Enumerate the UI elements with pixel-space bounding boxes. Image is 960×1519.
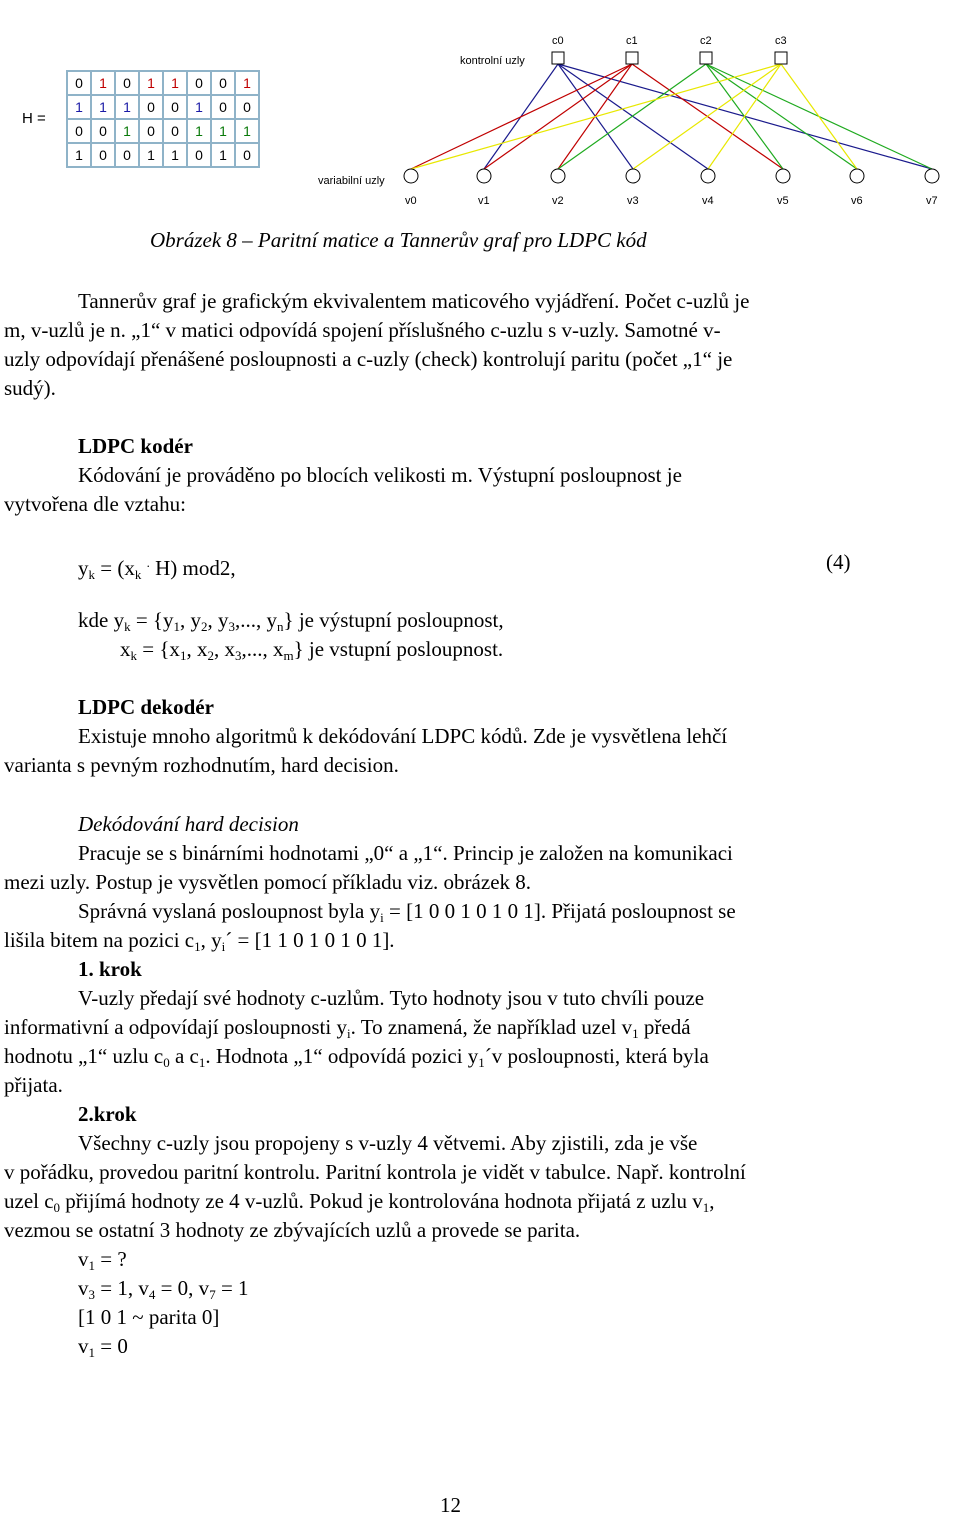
matrix-cell: 1: [139, 143, 163, 167]
s2-line2: varianta s pevným rozhodnutím, hard decision.: [4, 753, 399, 777]
p1-line2-text: m, v-uzlů je n. „1“ v matici odpovídá spojení příslušného c-uzlu s v-uzly. Samotné v-: [4, 318, 721, 342]
s1-line1: Kódování je prováděno po blocích velikosti m. Výstupní posloupnost je: [78, 463, 682, 487]
matrix-cell: 1: [187, 119, 211, 143]
graph-edge: [781, 64, 857, 169]
matrix-cell: 0: [139, 95, 163, 119]
k1-line2: informativní a odpovídají posloupnosti $y_i$. To znamená, že například uzel $v_1$ předá: [4, 1015, 691, 1041]
check-node-label: c2: [700, 35, 712, 47]
k2-line1: [78, 1129, 899, 1158]
heading-ldpc-koder-text: LDPC kodér: [78, 434, 193, 458]
k2-line3: uzel $c_0$ přijímá hodnoty ze 4 v-uzlů. Pokud je kontrolována hodnota přijatá z uzlu $v_1$,: [4, 1189, 715, 1215]
variable-node-v0: [404, 169, 418, 183]
kde-y-line: kde $y_k = \{y_1$, $y_2$, $y_3$,..., $y_n$} je výstupní posloupnost,: [78, 608, 504, 634]
matrix-label: H =: [22, 110, 46, 127]
equation-number: (4): [826, 550, 851, 574]
heading-ldpc-dekoder-text: LDPC dekodér: [78, 695, 214, 719]
check-node-c2: [700, 52, 712, 64]
matrix-cell: 0: [163, 119, 187, 143]
variable-node-v3: [626, 169, 640, 183]
k1-line4: přijata.: [4, 1073, 63, 1097]
matrix-cell: 0: [187, 143, 211, 167]
s3-line3: Správná vyslaná posloupnost byla $y_i = [1$ 0 0 1 0 1 0 1]. Přijatá posloupnost se: [78, 899, 736, 925]
s3-line1-text: Pracuje se s binárními hodnotami „0“ a „1“. Princip je založen na komunikaci: [78, 841, 733, 865]
k2-line4: vezmou se ostatní 3 hodnoty ze zbývajících uzlů a provede se parita.: [4, 1218, 581, 1242]
variable-node-v7: [925, 169, 939, 183]
heading-krok-2-text: 2.krok: [78, 1102, 137, 1126]
graph-edge: [706, 64, 857, 169]
k2-parity: [1 0 1 ~ parita 0]: [78, 1305, 220, 1329]
variable-node-label: v3: [627, 195, 639, 207]
kde-x-line: $x_k = \{x_1$, $x_2$, $x_3$,..., $x_m$} je vstupní posloupnost.: [120, 637, 504, 663]
matrix-cell: 0: [67, 119, 91, 143]
variable-node-label: v1: [478, 195, 490, 207]
matrix-cell: 1: [211, 119, 235, 143]
k2-line1-text: Všechny c-uzly jsou propojeny s v-uzly 4 větvemi. Aby zjistili, zda je vše: [78, 1131, 698, 1155]
page-number: 12: [440, 1493, 461, 1517]
k1-line1: [78, 984, 899, 1013]
equation: $y_k = (x_k$ . H) mod2,: [78, 555, 236, 582]
s1-line2: vytvořena dle vztahu:: [4, 492, 186, 516]
s3-line1: [78, 839, 899, 868]
heading-krok-1: [78, 955, 142, 984]
variable-node-label: v0: [405, 195, 417, 207]
variable-node-label: v2: [552, 195, 564, 207]
matrix-cell: 0: [211, 71, 235, 95]
check-node-label: c0: [552, 35, 564, 47]
matrix-cell: 0: [235, 143, 259, 167]
k2-result: $v_1 = 0$: [78, 1334, 128, 1360]
variable-nodes-label: variabilní uzly: [318, 175, 385, 187]
k2-line2-text: v pořádku, provedou paritní kontrolu. Paritní kontrola je vidět v tabulce. Např. kontrolní: [4, 1160, 746, 1184]
matrix-cell: 1: [235, 71, 259, 95]
matrix-cell: 1: [235, 119, 259, 143]
variable-node-v5: [776, 169, 790, 183]
k1-line3: hodnotu „1“ uzlu $c_0$ a $c_1$. Hodnota „1“ odpovídá pozici $y_1´v$ posloupnosti, která byla: [4, 1044, 709, 1070]
p1-line1-text: Tannerův graf je grafickým ekvivalentem maticového vyjádření. Počet c-uzlů je: [78, 289, 750, 313]
graph-edge: [411, 64, 632, 169]
variable-node-label: v7: [926, 195, 938, 207]
s2-line1-text: Existuje mnoho algoritmů k dekódování LDPC kódů. Zde je vysvětlena lehčí: [78, 724, 728, 748]
matrix-cell: 1: [115, 95, 139, 119]
p1-line3-text: uzly odpovídají přenášené posloupnosti a c-uzly (check) kontrolují paritu (počet „1“ je: [4, 347, 733, 371]
matrix-cell: 0: [139, 119, 163, 143]
heading-ldpc-koder: [78, 432, 193, 461]
matrix-cell: 0: [115, 71, 139, 95]
variable-node-v2: [551, 169, 565, 183]
graph-edge: [411, 64, 781, 169]
heading-krok-1-text: 1. krok: [78, 957, 142, 981]
variable-node-v1: [477, 169, 491, 183]
variable-node-v6: [850, 169, 864, 183]
matrix-cell: 1: [67, 95, 91, 119]
matrix-cell: 1: [211, 143, 235, 167]
matrix-cell: 1: [91, 71, 115, 95]
tanner-graph: [0, 0, 960, 225]
s3-line4: lišila bitem na pozici $c_1$, $y_i´ = [1$ 1 0 1 0 1 0 1].: [4, 928, 395, 954]
check-node-c3: [775, 52, 787, 64]
matrix-cell: 1: [187, 95, 211, 119]
matrix-cell: 0: [91, 143, 115, 167]
check-node-label: c3: [775, 35, 787, 47]
heading-hard-decision: Dekódování hard decision: [78, 812, 299, 836]
variable-node-label: v4: [702, 195, 714, 207]
matrix-cell: 1: [67, 143, 91, 167]
matrix-cell: 1: [139, 71, 163, 95]
matrix-cell: 1: [115, 119, 139, 143]
variable-node-label: v6: [851, 195, 863, 207]
matrix-cell: 0: [163, 95, 187, 119]
matrix-cell: 0: [235, 95, 259, 119]
check-node-c1: [626, 52, 638, 64]
matrix-cell: 0: [67, 71, 91, 95]
heading-ldpc-dekoder: [78, 693, 214, 722]
k2-question: $v_1$ = ?: [78, 1247, 127, 1273]
p1-line4: sudý).: [4, 376, 56, 400]
matrix-cell: 0: [187, 71, 211, 95]
p1-line2: [4, 316, 899, 345]
figure-caption: Obrázek 8 – Paritní matice a Tannerův graf pro LDPC kód: [150, 228, 647, 252]
matrix-cell: 1: [163, 71, 187, 95]
matrix-cell: 0: [115, 143, 139, 167]
s2-line1: [78, 722, 899, 751]
check-nodes-label: kontrolní uzly: [460, 55, 525, 67]
graph-edge: [708, 64, 781, 169]
variable-node-label: v5: [777, 195, 789, 207]
graph-edge: [484, 64, 632, 169]
figure-8: [0, 0, 960, 225]
variable-node-v4: [701, 169, 715, 183]
p1-line3: [4, 345, 899, 374]
check-node-label: c1: [626, 35, 638, 47]
matrix-cell: 0: [211, 95, 235, 119]
k2-values: $v_3 = 1$, $v_4 = 0$, $v_7 = 1$: [78, 1276, 249, 1302]
s3-line2: mezi uzly. Postup je vysvětlen pomocí příkladu viz. obrázek 8.: [4, 870, 532, 894]
heading-krok-2: [78, 1100, 137, 1129]
matrix-cell: 0: [91, 119, 115, 143]
p1-line1: [78, 287, 899, 316]
matrix-cell: 1: [91, 95, 115, 119]
matrix-cell: 1: [163, 143, 187, 167]
check-node-c0: [552, 52, 564, 64]
k2-line2: [4, 1158, 899, 1187]
k1-line1-text: V-uzly předají své hodnoty c-uzlům. Tyto hodnoty jsou v tuto chvíli pouze: [78, 986, 705, 1010]
